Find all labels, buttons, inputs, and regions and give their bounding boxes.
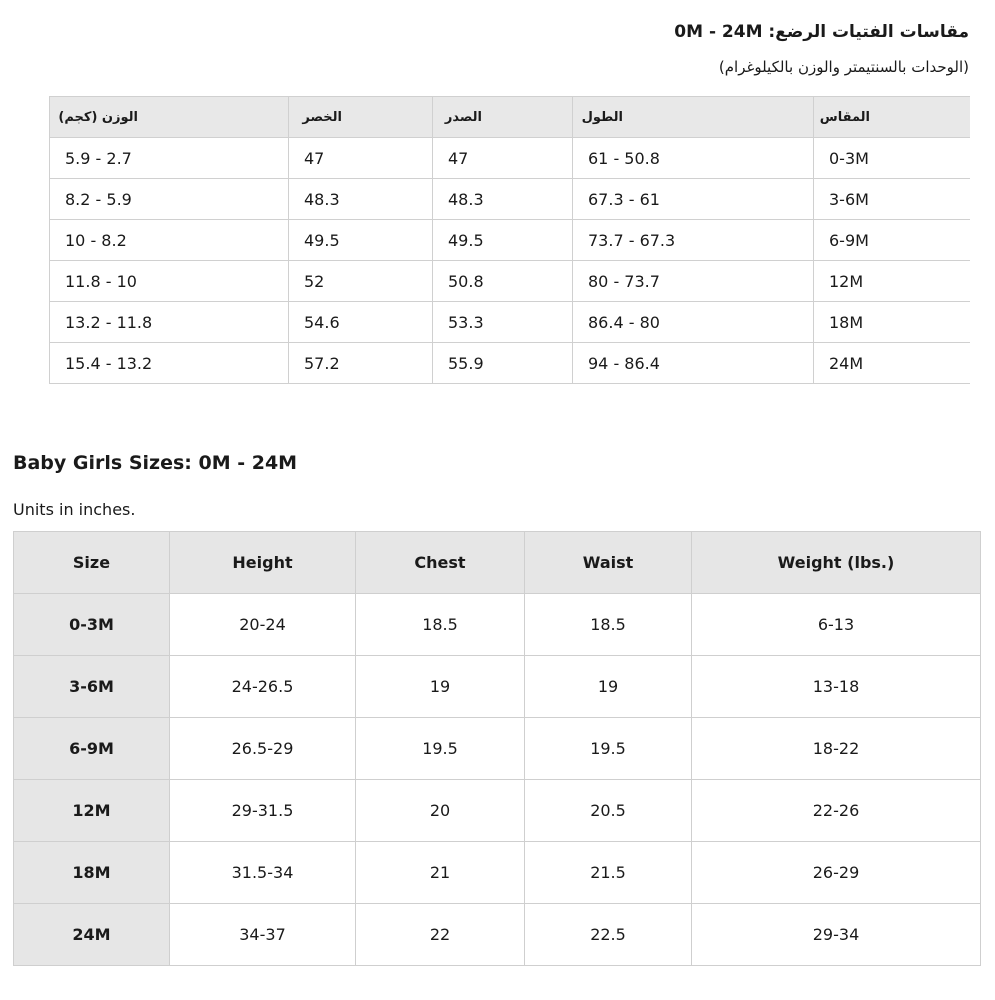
arabic-table-row [50, 261, 971, 302]
arabic-cell-chest: 47 [433, 138, 573, 179]
english-header-size: Size [14, 532, 170, 594]
arabic-cell-chest: 48.3 [433, 179, 573, 220]
english-size-chart-title: Baby Girls Sizes: 0M - 24M [13, 452, 298, 474]
english-cell-chest: 22 [356, 904, 525, 966]
arabic-cell-size: 3-6M [814, 179, 971, 220]
arabic-cell-size: 12M [814, 261, 971, 302]
english-cell-chest: 19.5 [356, 718, 525, 780]
arabic-size-chart-title: مقاسات الفتيات الرضع: 0M - 24M [674, 22, 969, 42]
english-cell-size: 12M [14, 780, 170, 842]
arabic-table-row [50, 179, 971, 220]
arabic-units-note: (الوحدات بالسنتيمتر والوزن بالكيلوغرام) [718, 58, 969, 76]
english-cell-height: 20-24 [170, 594, 356, 656]
arabic-cell-size: 18M [814, 302, 971, 343]
arabic-cell-weight: 8.2 - 5.9 [50, 179, 289, 220]
arabic-size-table [49, 96, 970, 384]
arabic-table-row [50, 302, 971, 343]
english-cell-height: 34-37 [170, 904, 356, 966]
english-size-table [13, 531, 981, 966]
english-cell-size: 0-3M [14, 594, 170, 656]
arabic-cell-weight: 5.9 - 2.7 [50, 138, 289, 179]
arabic-header-chest: الصدر [433, 97, 573, 138]
english-units-note: Units in inches. [13, 500, 136, 519]
english-cell-waist: 21.5 [525, 842, 692, 904]
arabic-cell-weight: 13.2 - 11.8 [50, 302, 289, 343]
arabic-cell-height: 80 - 73.7 [573, 261, 814, 302]
arabic-cell-waist: 47 [289, 138, 433, 179]
arabic-cell-weight: 11.8 - 10 [50, 261, 289, 302]
english-cell-chest: 20 [356, 780, 525, 842]
arabic-cell-height: 61 - 50.8 [573, 138, 814, 179]
english-table-row [14, 842, 981, 904]
english-table-row [14, 904, 981, 966]
english-cell-chest: 18.5 [356, 594, 525, 656]
english-cell-height: 26.5-29 [170, 718, 356, 780]
arabic-cell-waist: 48.3 [289, 179, 433, 220]
arabic-cell-waist: 49.5 [289, 220, 433, 261]
arabic-cell-chest: 53.3 [433, 302, 573, 343]
arabic-header-height: الطول [573, 97, 814, 138]
english-cell-size: 18M [14, 842, 170, 904]
english-cell-size: 6-9M [14, 718, 170, 780]
arabic-cell-chest: 55.9 [433, 343, 573, 384]
arabic-cell-size: 0-3M [814, 138, 971, 179]
arabic-size-table-container [49, 96, 970, 386]
arabic-cell-height: 67.3 - 61 [573, 179, 814, 220]
english-cell-waist: 22.5 [525, 904, 692, 966]
english-cell-weight: 26-29 [692, 842, 981, 904]
arabic-cell-waist: 54.6 [289, 302, 433, 343]
arabic-table-row [50, 220, 971, 261]
english-cell-weight: 18-22 [692, 718, 981, 780]
arabic-cell-waist: 57.2 [289, 343, 433, 384]
arabic-cell-height: 94 - 86.4 [573, 343, 814, 384]
english-cell-weight: 22-26 [692, 780, 981, 842]
english-cell-height: 29-31.5 [170, 780, 356, 842]
arabic-cell-height: 86.4 - 80 [573, 302, 814, 343]
english-cell-waist: 20.5 [525, 780, 692, 842]
arabic-cell-chest: 49.5 [433, 220, 573, 261]
english-cell-height: 24-26.5 [170, 656, 356, 718]
english-table-row [14, 656, 981, 718]
english-cell-weight: 29-34 [692, 904, 981, 966]
arabic-header-weight: الوزن (كجم) [50, 97, 289, 138]
english-cell-size: 24M [14, 904, 170, 966]
arabic-header-waist: الخصر [289, 97, 433, 138]
english-cell-waist: 19.5 [525, 718, 692, 780]
english-cell-height: 31.5-34 [170, 842, 356, 904]
arabic-table-row [50, 138, 971, 179]
arabic-header-size: المقاس [814, 97, 971, 138]
english-header-chest: Chest [356, 532, 525, 594]
english-header-height: Height [170, 532, 356, 594]
arabic-cell-weight: 15.4 - 13.2 [50, 343, 289, 384]
english-cell-waist: 18.5 [525, 594, 692, 656]
arabic-cell-waist: 52 [289, 261, 433, 302]
english-table-row [14, 594, 981, 656]
english-cell-size: 3-6M [14, 656, 170, 718]
english-cell-chest: 19 [356, 656, 525, 718]
arabic-cell-chest: 50.8 [433, 261, 573, 302]
english-table-row [14, 780, 981, 842]
english-table-row [14, 718, 981, 780]
arabic-cell-size: 24M [814, 343, 971, 384]
english-cell-weight: 13-18 [692, 656, 981, 718]
english-header-waist: Waist [525, 532, 692, 594]
english-cell-weight: 6-13 [692, 594, 981, 656]
english-cell-waist: 19 [525, 656, 692, 718]
english-header-weight: Weight (lbs.) [692, 532, 981, 594]
arabic-cell-weight: 10 - 8.2 [50, 220, 289, 261]
arabic-table-row [50, 343, 971, 384]
arabic-cell-height: 73.7 - 67.3 [573, 220, 814, 261]
arabic-cell-size: 6-9M [814, 220, 971, 261]
arabic-header-row [50, 97, 971, 138]
english-cell-chest: 21 [356, 842, 525, 904]
english-header-row [14, 532, 981, 594]
